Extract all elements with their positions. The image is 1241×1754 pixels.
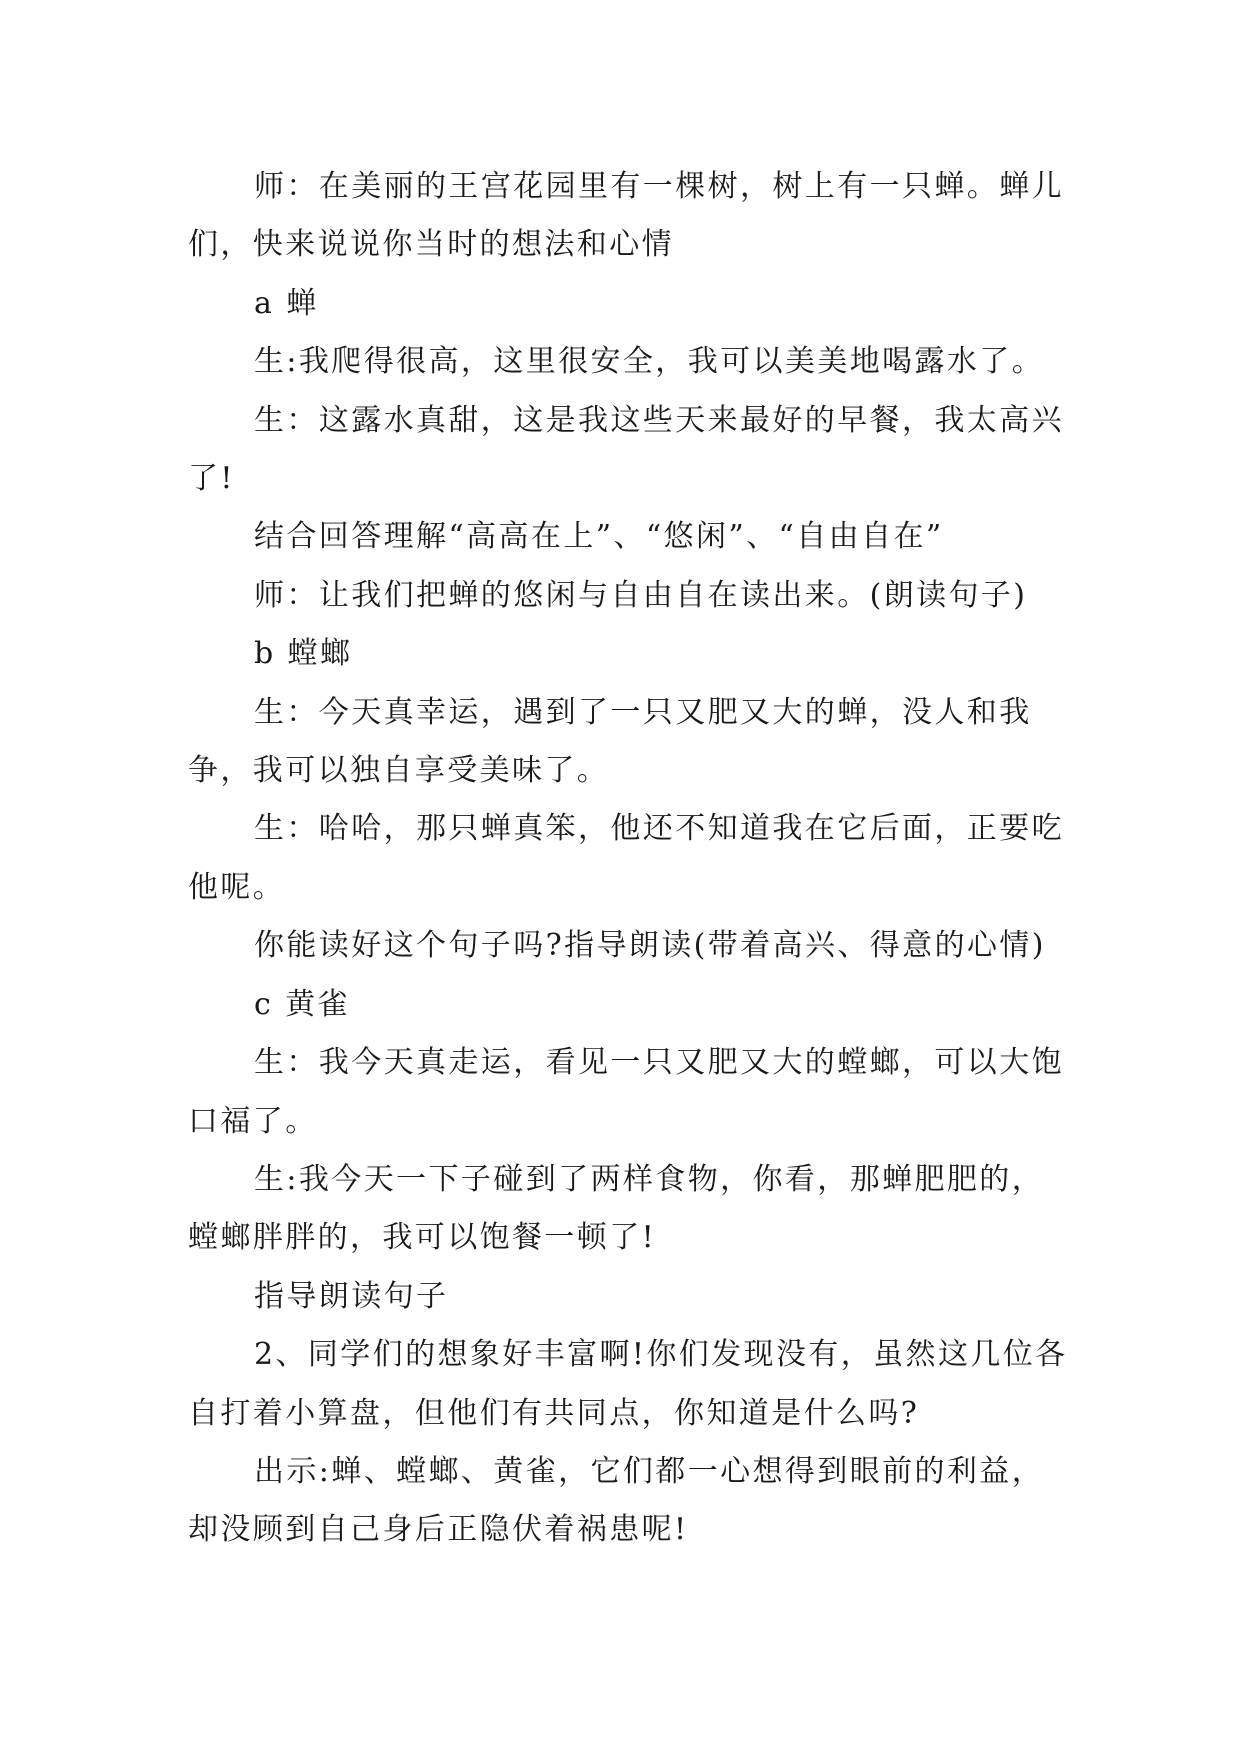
paragraph-student-oriole-1: 生：我今天真走运，看见一只又肥又大的螳螂，可以大饱口福了。 [188,1045,1064,1139]
section-heading-oriole: c 黄雀 [254,986,350,1022]
paragraph-student-mantis-2: 生：哈哈，那只蝉真笨，他还不知道我在它后面，正要吃他呢。 [188,811,1064,905]
paragraph-teacher-read-aloud: 师：让我们把蝉的悠闲与自由自在读出来。(朗读句子) [254,577,1028,613]
paragraph-student-cicada-2: 生：这露水真甜，这是我这些天来最好的早餐，我太高兴了! [188,402,1064,497]
paragraph-student-oriole-2: 生:我今天一下子碰到了两样食物，你看，那蝉肥肥的，螳螂胖胖的，我可以饱餐一顿了! [188,1161,1045,1256]
paragraph-guided-reading-sentences: 指导朗读句子 [254,1278,449,1314]
document-body [188,158,1068,1560]
paragraph-question-common-point: 2、同学们的想象好丰富啊!你们发现没有，虽然这几位各自打着小算盘，但他们有共同点，你知道是什么吗? [188,1337,1068,1431]
paragraph-teacher-intro: 师：在美丽的王宫花园里有一棵树，树上有一只蝉。蝉儿们，快来说说你当时的想法和心情 [188,169,1064,263]
section-heading-mantis: b 螳螂 [254,636,353,672]
paragraph-student-cicada-1: 生:我爬得很高，这里很安全，我可以美美地喝露水了。 [254,344,1045,380]
paragraph-understanding-terms: 结合回答理解“高高在上”、“悠闲”、“自由自在” [254,519,944,555]
section-heading-cicada: a 蝉 [254,285,319,321]
paragraph-student-mantis-1: 生：今天真幸运，遇到了一只又肥又大的蝉，没人和我争，我可以独自享受美味了。 [188,694,1032,789]
paragraph-conclusion: 出示:蝉、螳螂、黄雀，它们都一心想得到眼前的利益，却没顾到自己身后正隐伏着祸患呢! [188,1453,1045,1548]
paragraph-guided-reading-mantis: 你能读好这个句子吗?指导朗读(带着高兴、得意的心情) [254,928,1046,964]
